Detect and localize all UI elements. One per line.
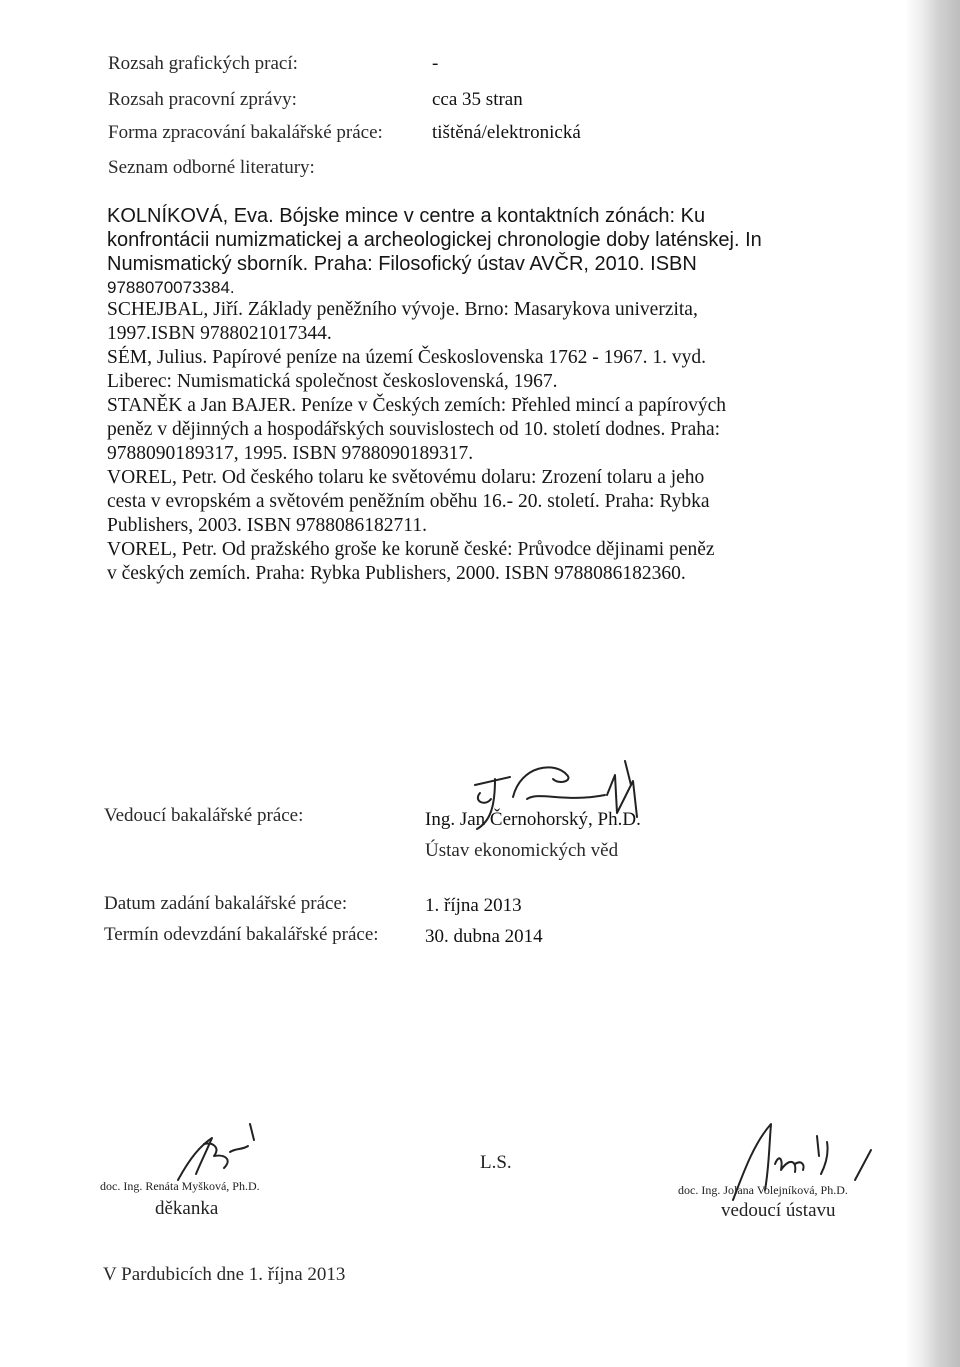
reference-line: SÉM, Julius. Papírové peníze na území Československa 1762 - 1967. 1. vyd. — [107, 347, 707, 368]
reference-line: Publishers, 2003. ISBN 9788086182711. — [107, 515, 427, 536]
reference-line: v českých zemích. Praha: Rybka Publishers, 2000. ISBN 9788086182360. — [107, 563, 686, 584]
dean-name: doc. Ing. Renáta Myšková, Ph.D. — [100, 1179, 260, 1193]
graphic-scope-value: - — [432, 53, 439, 74]
report-scope-label: Rozsah pracovní zprávy: — [108, 89, 297, 110]
report-scope-value: cca 35 stran — [432, 89, 523, 110]
supervisor-name: Ing. Jan Černohorský, Ph.D. — [425, 809, 641, 830]
place-and-date: V Pardubicích dne 1. října 2013 — [103, 1264, 346, 1285]
reference-line: cesta v evropském a světovém peněžním oběhu 16.- 20. století. Praha: Rybka — [107, 491, 710, 512]
deadline-value: 30. dubna 2014 — [425, 926, 543, 947]
supervisor-signature — [455, 755, 715, 845]
scan-shadow-edge — [905, 0, 960, 1367]
reference-line: SCHEJBAL, Jiří. Základy peněžního vývoje. Brno: Masarykova univerzita, — [107, 299, 698, 320]
graphic-scope-label: Rozsah grafických prací: — [108, 53, 298, 74]
reference-line: KOLNÍKOVÁ, Eva. Bójske mince v centre a kontaktních zónách: Ku — [107, 205, 706, 227]
supervisor-department: Ústav ekonomických věd — [425, 840, 619, 861]
reference-line: Numismatický sborník. Praha: Filosofický ústav AVČR, 2010. ISBN — [107, 253, 697, 275]
reference-item — [107, 538, 887, 586]
reference-item — [107, 204, 887, 300]
reference-line: STANĚK a Jan BAJER. Peníze v Českých zemích: Přehled mincí a papírových — [107, 395, 727, 416]
dean-signature — [170, 1118, 270, 1188]
reference-line: 1997.ISBN 9788021017344. — [107, 323, 332, 344]
reference-line: Liberec: Numismatická společnost československá, 1967. — [107, 371, 558, 392]
reference-item — [107, 346, 887, 394]
head-of-department-name: doc. Ing. Jolana Volejníková, Ph.D. — [678, 1183, 848, 1197]
literature-label: Seznam odborné literatury: — [108, 157, 315, 178]
form-label: Forma zpracování bakalářské práce: — [108, 122, 383, 143]
supervisor-label: Vedoucí bakalářské práce: — [104, 805, 304, 826]
reference-line: VOREL, Petr. Od českého tolaru ke světovému dolaru: Zrození tolaru a jeho — [107, 467, 705, 488]
reference-line: VOREL, Petr. Od pražského groše ke koruně české: Průvodce dějinami peněz — [107, 539, 715, 560]
form-value: tištěná/elektronická — [432, 122, 581, 143]
assigned-date-label: Datum zadání bakalářské práce: — [104, 893, 348, 914]
reference-line: 9788070073384. — [107, 278, 235, 297]
deadline-label: Termín odevzdání bakalářské práce: — [104, 924, 379, 945]
reference-item — [107, 466, 887, 538]
reference-line: 9788090189317, 1995. ISBN 9788090189317. — [107, 443, 474, 464]
assigned-date-value: 1. října 2013 — [425, 895, 522, 916]
dean-title: děkanka — [155, 1198, 219, 1219]
seal-mark: L.S. — [480, 1152, 512, 1173]
reference-line: peněz v dějinných a hospodářských souvislostech od 10. století dodnes. Praha: — [107, 419, 721, 440]
reference-item — [107, 298, 887, 346]
reference-line: konfrontácii numizmatickej a archeologickej chronologie doby laténskej. In — [107, 229, 762, 251]
head-of-department-title: vedoucí ústavu — [721, 1200, 836, 1221]
reference-item — [107, 394, 887, 466]
